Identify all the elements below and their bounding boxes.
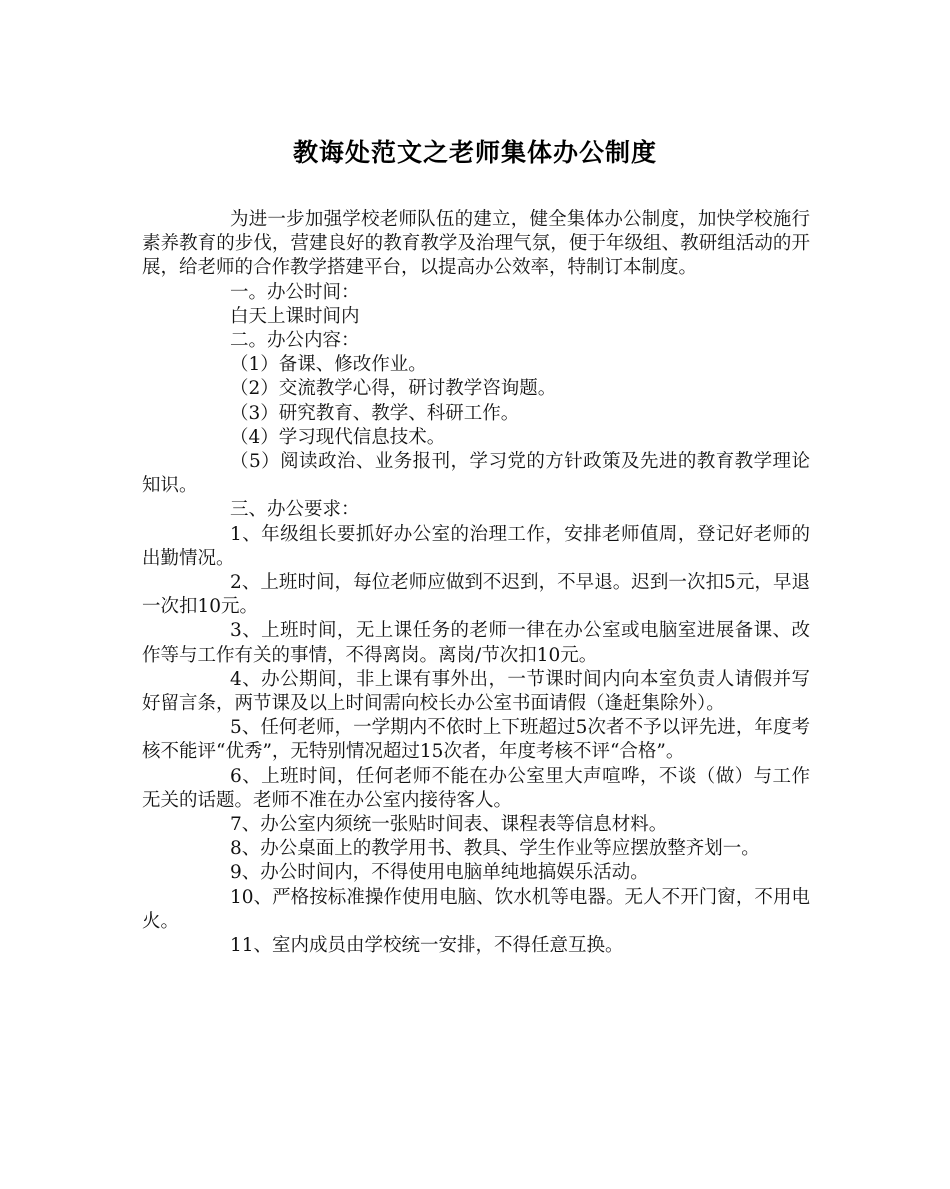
document-title: 教诲处范文之老师集体办公制度 <box>292 138 657 167</box>
requirement-item: 7、办公室内须统一张贴时间表、课程表等信息材料。 <box>230 814 668 836</box>
intro-paragraph: 为进一步加强学校老师队伍的建立，健全集体办公制度，加快学校施行素养教育的步伐，营建良好的教育教学及治理气氛，便于年级组、教研组活动的开展，给老师的合作教学搭建平台，以提高办公效率，特制订本制度。 <box>142 209 810 279</box>
requirement-item: 10、严格按标准操作使用电脑、饮水机等电器。无人不开门窗，不用电火。 <box>142 886 810 932</box>
requirement-item: 3、上班时间，无上课任务的老师一律在办公室或电脑室进展备课、改作等与工作有关的事情，不得离岗。离岗/节次扣10元。 <box>142 620 810 666</box>
section-heading-office-hours: 一。办公时间： <box>230 281 360 303</box>
requirement-item: 9、办公时间内，不得使用电脑单纯地搞娱乐活动。 <box>230 862 649 884</box>
section-heading-office-content: 二。办公内容： <box>230 330 360 352</box>
requirement-item: 11、室内成员由学校统一安排，不得任意互换。 <box>230 935 624 957</box>
content-item: （1）备课、修改作业。 <box>230 354 427 376</box>
content-item: （4）学习现代信息技术。 <box>230 426 446 448</box>
content-item: （2）交流教学心得，研讨教学咨询题。 <box>230 378 557 400</box>
content-item: （5）阅读政治、业务报刊，学习党的方针政策及先进的教育教学理论知识。 <box>142 451 810 497</box>
office-hours-text: 白天上课时间内 <box>230 305 360 327</box>
content-item: （3）研究教育、教学、科研工作。 <box>230 402 520 424</box>
document-body <box>142 208 810 958</box>
requirement-item: 6、上班时间，任何老师不能在办公室里大声喧哗，不谈（做）与工作无关的话题。老师不准在办公室内接待客人。 <box>142 765 810 811</box>
requirement-item: 5、任何老师，一学期内不依时上下班超过5次者不予以评先进，年度考核不能评“优秀”，无特别情况超过15次者，年度考核不评“合格”。 <box>142 717 810 763</box>
requirement-item: 8、办公桌面上的教学用书、教具、学生作业等应摆放整齐划一。 <box>230 838 760 860</box>
section-heading-office-requirements: 三、办公要求： <box>230 499 360 521</box>
requirement-item: 4、办公期间，非上课有事外出，一节课时间内向本室负责人请假并写好留言条，两节课及以上时间需向校长办公室书面请假（逢赶集除外）。 <box>142 668 810 715</box>
requirement-item: 1、年级组长要抓好办公室的治理工作，安排老师值周，登记好老师的出勤情况。 <box>142 523 810 569</box>
requirement-item: 2、上班时间，每位老师应做到不迟到，不早退。迟到一次扣5元，早退一次扣10元。 <box>142 572 810 618</box>
